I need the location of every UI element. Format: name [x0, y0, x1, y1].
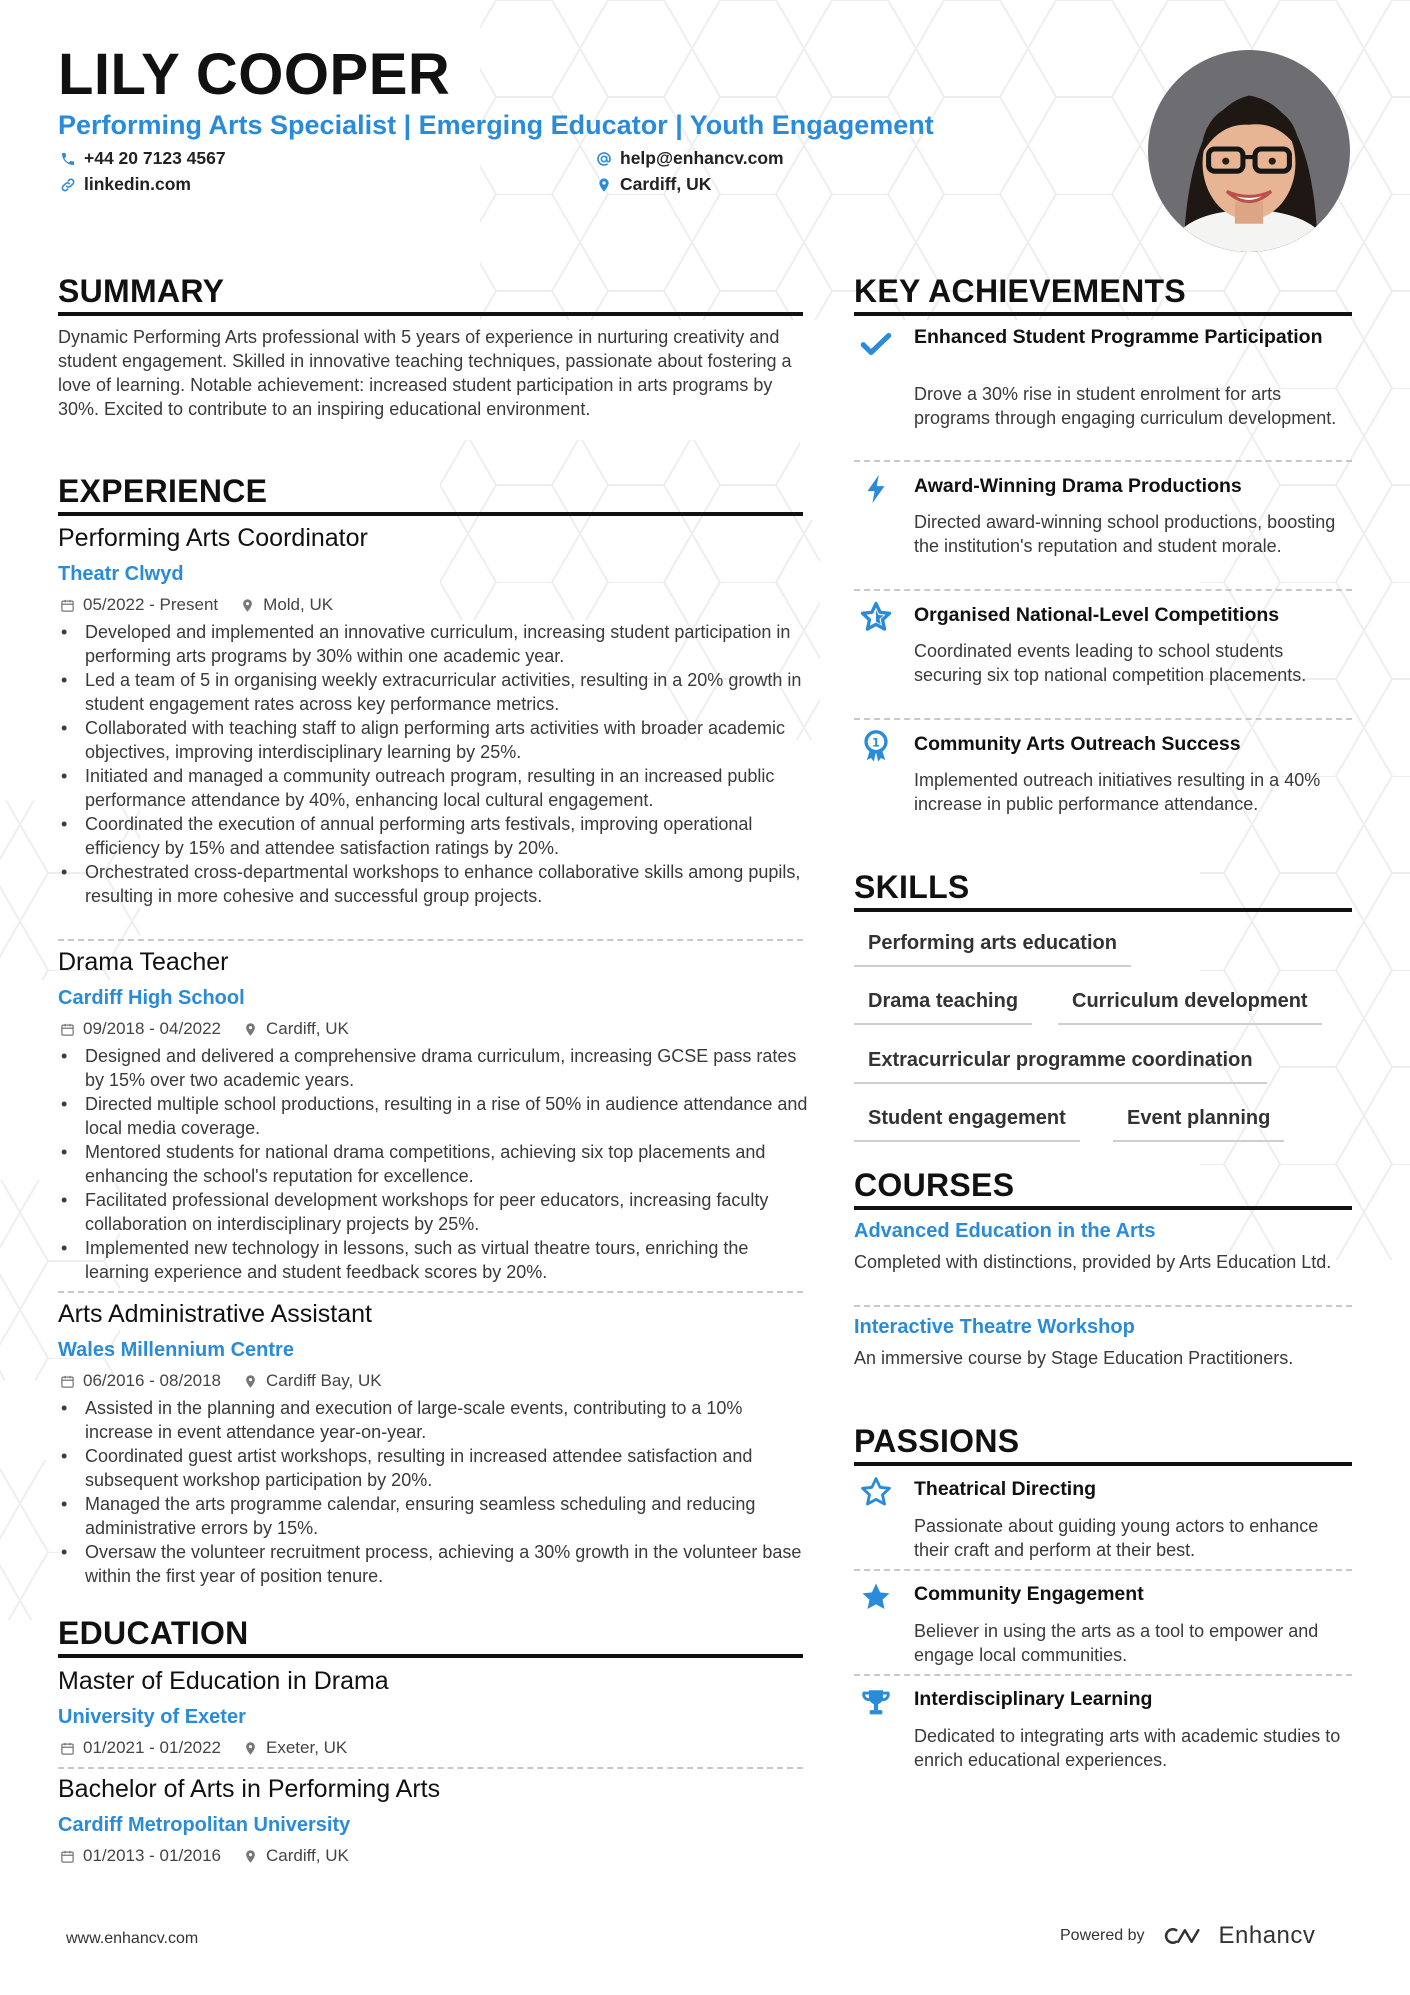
location-pin-icon — [243, 1022, 258, 1037]
job-meta — [60, 1019, 349, 1039]
achievement-title: Community Arts Outreach Success — [914, 733, 1241, 755]
svg-text:1: 1 — [872, 735, 880, 750]
star-outline-icon — [856, 1472, 896, 1512]
entry-divider — [854, 460, 1352, 462]
job-bullets — [58, 620, 808, 908]
list-item: • Facilitated professional development workshops for peer educators, increasing faculty collaboration on interdisciplinary projects by 25%. — [58, 1188, 808, 1236]
experience-divider — [58, 512, 803, 516]
passions-heading: PASSIONS — [854, 1423, 1020, 1459]
education-dates: 01/2013 - 01/2016 — [83, 1846, 222, 1865]
list-item: • Coordinated guest artist workshops, resulting in increased attendee satisfaction and subsequent workshop participation by 20%. — [58, 1444, 808, 1492]
achievement-title: Enhanced Student Programme Participation — [914, 326, 1323, 348]
course-title: Advanced Education in the Arts — [854, 1220, 1156, 1242]
education-location: Cardiff, UK — [266, 1846, 349, 1865]
passion-desc: Believer in using the arts as a tool to empower and engage local communities. — [914, 1621, 1319, 1665]
phone-text: +44 20 7123 4567 — [84, 148, 226, 168]
skills-divider — [854, 908, 1352, 912]
skill-tag: Performing arts education — [854, 931, 1131, 967]
job-dates: 09/2018 - 04/2022 — [83, 1019, 222, 1038]
entry-divider — [854, 589, 1352, 591]
job-location: Cardiff Bay, UK — [266, 1371, 382, 1390]
skill-tag: Drama teaching — [854, 989, 1032, 1025]
linkedin-contact[interactable] — [60, 174, 191, 195]
achievements-heading: KEY ACHIEVEMENTS — [854, 273, 1186, 309]
entry-divider — [854, 718, 1352, 720]
list-item: • Oversaw the volunteer recruitment process, achieving a 30% growth in the volunteer base within the first year of position tenure. — [58, 1540, 808, 1588]
checkmark-icon — [856, 324, 896, 364]
list-item: • Initiated and managed a community outreach program, resulting in an increased public performance attendance by 40%, enhancing local cultural engagement. — [58, 764, 808, 812]
location-pin-icon — [596, 177, 612, 193]
candidate-name: LILY COOPER — [58, 42, 451, 107]
skills-heading: SKILLS — [854, 869, 970, 905]
achievements-divider — [854, 312, 1352, 316]
footer-website[interactable]: www.enhancv.com — [66, 1930, 199, 1947]
job-location: Cardiff, UK — [266, 1019, 349, 1038]
passion-title: Interdisciplinary Learning — [914, 1688, 1153, 1710]
star-filled-icon — [856, 1577, 896, 1617]
calendar-icon — [60, 1849, 75, 1864]
entry-divider — [854, 1674, 1352, 1676]
courses-divider — [854, 1206, 1352, 1210]
profile-photo — [1148, 50, 1350, 252]
education-meta — [60, 1846, 349, 1866]
job-title: Arts Administrative Assistant — [58, 1300, 373, 1328]
education-divider — [58, 1654, 803, 1658]
calendar-icon — [60, 1374, 75, 1389]
education-location: Exeter, UK — [266, 1738, 348, 1757]
list-item: • Coordinated the execution of annual performing arts festivals, improving operational efficiency by 15% and attendee satisfaction ratings by 20%. — [58, 812, 808, 860]
school-name: University of Exeter — [58, 1706, 246, 1728]
job-bullets — [58, 1044, 808, 1284]
location-text: Cardiff, UK — [620, 174, 712, 194]
summary-divider — [58, 312, 803, 316]
link-icon — [60, 177, 76, 193]
avatar — [1148, 50, 1350, 252]
location-pin-icon — [243, 1849, 258, 1864]
education-dates: 01/2021 - 01/2022 — [83, 1738, 222, 1757]
education-meta — [60, 1738, 347, 1758]
calendar-icon — [60, 1022, 75, 1037]
enhancv-brand: Enhancv — [1218, 1922, 1316, 1949]
job-dates: 06/2016 - 08/2018 — [83, 1371, 222, 1390]
list-item: • Designed and delivered a comprehensive drama curriculum, increasing GCSE pass rates by 15% over two academic years. — [58, 1044, 808, 1092]
list-item: • Orchestrated cross-departmental workshops to enhance collaborative skills among pupils, resulting in more cohesive and successful group projects. — [58, 860, 808, 908]
entry-divider — [58, 939, 803, 941]
calendar-icon — [60, 1741, 75, 1756]
list-item: • Assisted in the planning and execution of large-scale events, contributing to a 10% increase in event attendance year-on-year. — [58, 1396, 808, 1444]
skill-tag: Extracurricular programme coordination — [854, 1048, 1267, 1084]
degree-title: Bachelor of Arts in Performing Arts — [58, 1775, 441, 1803]
courses-heading: COURSES — [854, 1167, 1015, 1203]
location-pin-icon — [240, 598, 255, 613]
job-company: Cardiff High School — [58, 987, 245, 1009]
linkedin-text: linkedin.com — [84, 174, 191, 194]
summary-heading: SUMMARY — [58, 273, 225, 309]
achievement-title: Award-Winning Drama Productions — [914, 475, 1242, 497]
passion-title: Theatrical Directing — [914, 1478, 1097, 1500]
achievement-desc: Implemented outreach initiatives resulting in a 40% increase in public performance attendance. — [914, 770, 1321, 814]
job-bullets — [58, 1396, 808, 1588]
location-pin-icon — [243, 1741, 258, 1756]
entry-divider — [58, 1767, 803, 1769]
passion-desc: Passionate about guiding young actors to enhance their craft and perform at their best. — [914, 1516, 1319, 1560]
entry-divider — [854, 1569, 1352, 1571]
education-heading: EDUCATION — [58, 1615, 249, 1651]
job-meta — [60, 1371, 382, 1391]
entry-divider — [58, 1291, 803, 1293]
job-location: Mold, UK — [263, 595, 334, 614]
degree-title: Master of Education in Drama — [58, 1667, 389, 1695]
location-pin-icon — [243, 1374, 258, 1389]
experience-heading: EXPERIENCE — [58, 473, 268, 509]
job-company: Wales Millennium Centre — [58, 1339, 294, 1361]
achievement-desc: Coordinated events leading to school students securing six top national competition placements. — [914, 641, 1307, 685]
trophy-icon — [856, 1683, 896, 1723]
list-item: • Managed the arts programme calendar, ensuring seamless scheduling and reducing administrative errors by 15%. — [58, 1492, 808, 1540]
achievement-desc: Directed award-winning school productions, boosting the institution's reputation and student morale. — [914, 512, 1336, 556]
phone-icon — [60, 151, 76, 167]
list-item: • Collaborated with teaching staff to align performing arts activities with broader academic objectives, improving interdisciplinary learning by 25%. — [58, 716, 808, 764]
footer-branding[interactable] — [1060, 1922, 1315, 1950]
skill-tag: Student engagement — [854, 1106, 1080, 1142]
list-item: • Led a team of 5 in organising weekly extracurricular activities, resulting in a 20% growth in student engagement rates across key performance metrics. — [58, 668, 808, 716]
skill-tag: Curriculum development — [1058, 989, 1322, 1025]
ribbon-badge-icon — [856, 726, 896, 766]
achievement-title: Organised National-Level Competitions — [914, 604, 1280, 626]
job-company: Theatr Clwyd — [58, 563, 184, 585]
passion-title: Community Engagement — [914, 1583, 1144, 1605]
passions-divider — [854, 1462, 1352, 1466]
passion-desc: Dedicated to integrating arts with academic studies to enrich educational experiences. — [914, 1726, 1341, 1770]
phone-contact[interactable] — [60, 148, 226, 169]
entry-divider — [854, 1305, 1352, 1307]
school-name: Cardiff Metropolitan University — [58, 1814, 351, 1836]
enhancv-logo-icon — [1159, 1924, 1205, 1948]
candidate-tagline: Performing Arts Specialist | Emerging Educator | Youth Engagement — [58, 110, 934, 140]
job-dates: 05/2022 - Present — [83, 595, 219, 614]
email-contact[interactable] — [596, 148, 784, 169]
course-title: Interactive Theatre Workshop — [854, 1316, 1135, 1338]
at-icon — [596, 151, 612, 167]
lightning-icon — [856, 469, 896, 509]
course-desc: Completed with distinctions, provided by Arts Education Ltd. — [854, 1252, 1332, 1272]
list-item: • Mentored students for national drama competitions, achieving six top placements and enhancing the school's reputation for excellence. — [58, 1140, 808, 1188]
list-item: • Implemented new technology in lessons, such as virtual theatre tours, enriching the learning experience and student feedback scores by 20%. — [58, 1236, 808, 1284]
list-item: • Developed and implemented an innovative curriculum, increasing student participation in performing arts programs by 30% within one academic year. — [58, 620, 808, 668]
calendar-icon — [60, 598, 75, 613]
achievement-desc: Drove a 30% rise in student enrolment for arts programs through engaging curriculum development. — [914, 384, 1337, 428]
skill-tag: Event planning — [1113, 1106, 1284, 1142]
email-text: help@enhancv.com — [620, 148, 784, 168]
star-outline-icon — [856, 597, 896, 637]
job-meta — [60, 595, 333, 615]
powered-by-label: Powered by — [1060, 1927, 1145, 1944]
job-title: Drama Teacher — [58, 948, 229, 976]
summary-text: Dynamic Performing Arts professional with 5 years of experience in nurturing creativity and student engagement. Skilled in innovative teaching techniques, passionate about fostering a love of learning. Notable achievement: increased student participation in arts programs by 30%. Excited to contribute to an inspiring educational environment. — [58, 327, 792, 419]
job-title: Performing Arts Coordinator — [58, 524, 368, 552]
course-desc: An immersive course by Stage Education Practitioners. — [854, 1348, 1294, 1368]
location-contact — [596, 174, 711, 195]
list-item: • Directed multiple school productions, resulting in a rise of 50% in audience attendance and local media coverage. — [58, 1092, 808, 1140]
